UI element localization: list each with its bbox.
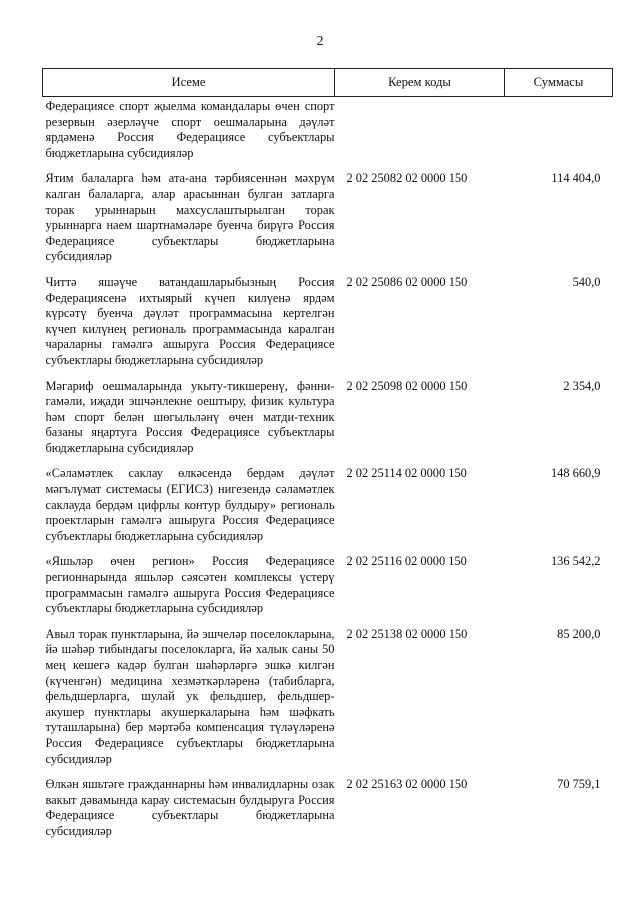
row-name: Ятим балаларга һәм ата-ана тәрбиясеннән мәхрүм калган балаларга, алар арасыннан булган затларга торак урыннарын махсуслаштырылган торак урыннарга наем шартнамәләре буенча бирүгә Россия Федерациясе субъектлары бюджетларына субсидияләр [45, 171, 335, 264]
row-name: «Яшьләр өчен регион» Россия Федерациясе регионнарында яшьләр сәясәтен комплексы үстерү программасын гамәлгә ашыруга Россия Федерациясе субъектлары бюджетларына субсидияләр [45, 554, 335, 616]
row-name: Өлкән яшьтәге гражданнарны һәм инвалидларны озак вакыт дәвамында карау системасын булдыруга Россия Федерациясе субъектлары бюджетларына субсидияләр [45, 777, 335, 838]
table-row [43, 97, 613, 172]
row-name: Авыл торак пунктларына, йә эшчеләр поселокларына, йә шәһәр тибындагы поселокларга, йә халык саны 50 мең кешегә кадәр булган шәһәрләргә эшкә килгән (күченгән) медицина хезмәткәрләренә (табибларга, фельдшерларга, шулай ук фельдшер, фельдшер-акушер пунктлары акушеркаларына һәм шәфкать туташларына) бер мәртәбә компенсация түләүләренә Россия Федерациясе субъектлары бюджетларына субсидияләр [45, 626, 335, 766]
row-sum: 540,0 [572, 274, 601, 289]
row-code: 2 02 25163 02 0000 150 [346, 777, 468, 792]
row-sum: 85 200,0 [557, 626, 601, 641]
row-sum: 136 542,2 [550, 554, 601, 569]
row-name: «Сәламәтлек саклау өлкәсендә бердәм дәүләт мәгълүмат системасы (ЕГИСЗ) нигезендә сәламәтлек саклауда бердәм цифрлы контур булдыру» региональ проектларын гамәлгә ашыруга Россия Федерациясе субъектлары бюджетларына субсидияләр [45, 466, 335, 543]
table-row [43, 171, 613, 275]
row-code: 2 02 25082 02 0000 150 [346, 171, 468, 186]
row-code: 2 02 25116 02 0000 150 [346, 554, 467, 569]
row-code: 2 02 25114 02 0000 150 [346, 466, 467, 481]
row-sum: 114 404,0 [551, 171, 601, 186]
row-sum: 148 660,9 [550, 466, 601, 481]
row-code: 2 02 25138 02 0000 150 [346, 626, 468, 641]
page-number: 2 [316, 34, 324, 49]
table-row [43, 275, 613, 379]
header-code: Керем коды [335, 69, 505, 97]
row-name: Читтә яшәүче ватандашларыбызның Россия Федерациясенә ихтыярый күчеп килүенә ярдәм күрсәтү буенча дәүләт программасына кертелгән күчеп килүнең региональ программасында каралган чараларны гамәлгә ашыруга Россия Федерациясе субъектлары бюджетларына субсидияләр [45, 274, 335, 367]
row-sum: 2 354,0 [563, 378, 601, 393]
row-code: 2 02 25098 02 0000 150 [346, 378, 468, 393]
row-sum [505, 97, 613, 172]
table-row [43, 466, 613, 554]
row-name: Федерациясе спорт җыелма командалары өчен спорт резервын әзерләүче спорт оешмаларына дәүләт ярдәменә Россия Федерациясе субъектлары бюджетларына субсидияләр [45, 99, 335, 160]
budget-table [42, 68, 613, 850]
table-row [43, 554, 613, 626]
row-sum: 70 759,1 [557, 777, 601, 792]
table-header-row [43, 69, 613, 97]
row-code [335, 97, 505, 172]
table-row [43, 777, 613, 849]
header-sum: Суммасы [505, 69, 613, 97]
table-row [43, 379, 613, 467]
row-code: 2 02 25086 02 0000 150 [346, 274, 468, 289]
row-name: Мәгариф оешмаларында укыту-тикшеренү, фәнни-гамәли, иҗади эшчәнлекне оештыру, физик культура һәм спорт белән шөгыльләнү өчен матди-техник базаны яңартуга Россия Федерациясе субъектлары бюджетларына субсидияләр [45, 378, 335, 455]
header-name: Исеме [43, 69, 335, 97]
table-row [43, 627, 613, 777]
